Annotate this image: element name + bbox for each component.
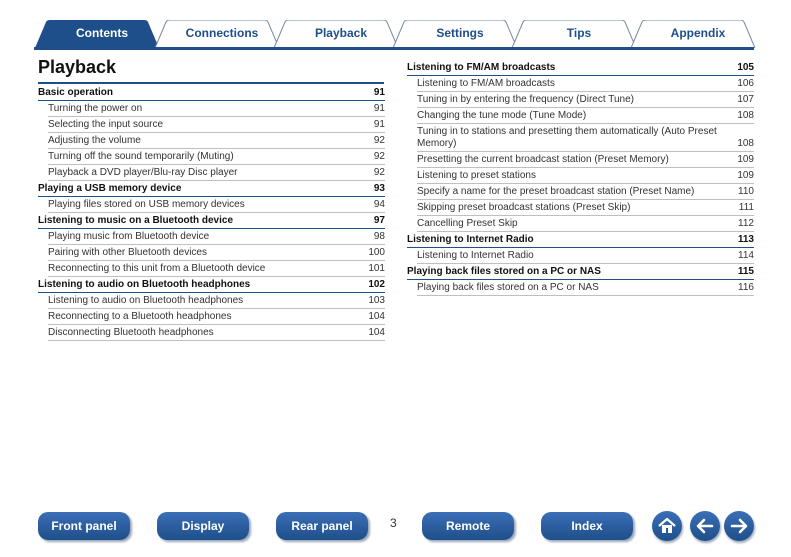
toc-page-number: 115 (737, 265, 754, 277)
tab-connections[interactable] (154, 20, 290, 48)
toc-entry-title: Tuning in to stations and presetting them automatically (Auto Preset Memory) (417, 125, 717, 149)
toc-entry-title: Basic operation (38, 86, 114, 98)
toc-section-heading[interactable] (407, 264, 754, 280)
tab-playback[interactable] (273, 20, 409, 48)
page-number: 3 (390, 516, 397, 530)
toc-page-number: 113 (737, 233, 754, 245)
tab-label: Settings (436, 26, 484, 40)
toc-section-heading[interactable] (38, 277, 385, 293)
toc-entry-title: Playing a USB memory device (38, 182, 182, 194)
toc-section-heading[interactable] (38, 213, 385, 229)
toc-entry-title: Listening to preset stations (417, 169, 536, 181)
toc-page-number: 92 (373, 150, 385, 162)
toc-page-number: 110 (738, 185, 754, 197)
tab-bar (34, 20, 754, 50)
toc-page-number: 92 (373, 134, 385, 146)
forward-button[interactable] (724, 511, 754, 541)
toc-entry-title: Listening to Internet Radio (417, 249, 534, 261)
toc-entry[interactable] (417, 216, 754, 232)
toc-entry[interactable] (48, 165, 385, 181)
toc-entry[interactable] (417, 200, 754, 216)
toc-section-heading[interactable] (38, 85, 385, 101)
toc-entry[interactable] (48, 229, 385, 245)
front-panel-button[interactable]: Front panel (38, 512, 130, 540)
toc-section-heading[interactable] (407, 60, 754, 76)
remote-button[interactable]: Remote (422, 512, 514, 540)
toc-entry[interactable] (417, 168, 754, 184)
toc-page-number: 108 (737, 109, 754, 121)
toc-page-number: 91 (373, 102, 385, 114)
rear-panel-button[interactable]: Rear panel (276, 512, 368, 540)
toc-entry-title: Changing the tune mode (Tune Mode) (417, 109, 587, 121)
toc-entry-title: Listening to audio on Bluetooth headphones (48, 294, 244, 306)
title-divider (38, 82, 384, 84)
tab-appendix[interactable] (630, 20, 766, 48)
toc-entry-title: Reconnecting to a Bluetooth headphones (48, 310, 232, 322)
home-icon (656, 515, 678, 537)
toc-entry[interactable] (48, 149, 385, 165)
toc-entry-title: Tuning in by entering the frequency (Direct Tune) (417, 93, 634, 105)
toc-page-number: 104 (368, 326, 385, 338)
toc-page-number: 114 (738, 249, 754, 261)
tab-underline (34, 47, 754, 50)
toc-entry[interactable] (417, 124, 754, 152)
toc-page-number: 108 (737, 137, 754, 149)
toc-entry-title: Playback a DVD player/Blu-ray Disc player (48, 166, 238, 178)
toc-page-number: 109 (737, 153, 754, 165)
toc-page-number: 91 (373, 118, 385, 130)
toc-page-number: 111 (738, 201, 754, 213)
toc-entry[interactable] (48, 261, 385, 277)
toc-page-number: 109 (737, 169, 754, 181)
toc-entry[interactable] (417, 280, 754, 296)
toc-page-number: 92 (373, 166, 385, 178)
toc-entry[interactable] (417, 92, 754, 108)
toc-page-number: 102 (368, 278, 385, 290)
toc-page-number: 101 (368, 262, 385, 274)
toc-page-number: 93 (373, 182, 385, 194)
back-arrow-icon (694, 515, 716, 537)
toc-page-number: 105 (737, 61, 754, 73)
toc-page-number: 116 (738, 281, 754, 293)
toc-entry-title: Disconnecting Bluetooth headphones (48, 326, 214, 338)
toc-page-number: 112 (738, 217, 754, 229)
toc-entry[interactable] (417, 184, 754, 200)
toc-left-column (38, 85, 385, 341)
toc-page-number: 97 (373, 214, 385, 226)
toc-entry-title: Adjusting the volume (48, 134, 141, 146)
toc-entry[interactable] (48, 245, 385, 261)
toc-entry-title: Listening to music on a Bluetooth device (38, 214, 234, 226)
toc-entry[interactable] (48, 197, 385, 213)
toc-section-heading[interactable] (407, 232, 754, 248)
toc-entry[interactable] (417, 248, 754, 264)
toc-entry-title: Turning off the sound temporarily (Muting) (48, 150, 234, 162)
toc-entry-title: Pairing with other Bluetooth devices (48, 246, 207, 258)
toc-entry[interactable] (48, 117, 385, 133)
tab-label: Tips (566, 26, 592, 40)
toc-page-number: 100 (368, 246, 385, 258)
toc-entry-title: Playing files stored on USB memory devices (48, 198, 245, 210)
toc-entry-title: Turning the power on (48, 102, 143, 114)
toc-page-number: 103 (368, 294, 385, 306)
toc-entry[interactable] (417, 152, 754, 168)
toc-entry-title: Presetting the current broadcast station (Preset Memory) (417, 153, 669, 165)
toc-entry[interactable] (48, 101, 385, 117)
forward-arrow-icon (728, 515, 750, 537)
toc-page-number: 107 (737, 93, 754, 105)
toc-entry-title: Listening to audio on Bluetooth headphones (38, 278, 251, 290)
back-button[interactable] (690, 511, 720, 541)
toc-entry-title: Playing back files stored on a PC or NAS (407, 265, 601, 277)
toc-page-number: 104 (368, 310, 385, 322)
toc-entry-title: Listening to Internet Radio (407, 233, 534, 245)
toc-entry-title: Listening to FM/AM broadcasts (417, 77, 555, 89)
toc-entry[interactable] (48, 293, 385, 309)
index-button[interactable]: Index (541, 512, 633, 540)
tab-contents[interactable] (34, 20, 170, 48)
toc-page-number: 94 (373, 198, 385, 210)
tab-label: Appendix (670, 26, 726, 40)
tab-settings[interactable] (392, 20, 528, 48)
toc-entry-title: Cancelling Preset Skip (417, 217, 518, 229)
tab-tips[interactable] (511, 20, 647, 48)
toc-entry[interactable] (48, 309, 385, 325)
toc-entry-title: Listening to FM/AM broadcasts (407, 61, 556, 73)
toc-entry-title: Playing music from Bluetooth device (48, 230, 210, 242)
toc-right-column (407, 60, 754, 296)
toc-page-number: 91 (373, 86, 385, 98)
toc-entry[interactable] (417, 76, 754, 92)
tab-label: Playback (314, 26, 368, 40)
page-title: Playback (38, 57, 117, 77)
toc-entry-title: Skipping preset broadcast stations (Preset Skip) (417, 201, 631, 213)
home-button[interactable] (652, 511, 682, 541)
toc-page-number: 106 (737, 77, 754, 89)
toc-section-heading[interactable] (38, 181, 385, 197)
toc-entry-title: Reconnecting to this unit from a Bluetooth device (48, 262, 266, 274)
tab-label: Contents (76, 26, 128, 40)
display-button[interactable]: Display (157, 512, 249, 540)
toc-entry-title: Specify a name for the preset broadcast station (Preset Name) (417, 185, 695, 197)
toc-entry[interactable] (48, 133, 385, 149)
toc-entry[interactable] (48, 325, 385, 341)
tab-label: Connections (185, 26, 259, 40)
toc-entry-title: Playing back files stored on a PC or NAS (417, 281, 599, 293)
toc-page-number: 98 (373, 230, 385, 242)
toc-entry[interactable] (417, 108, 754, 124)
toc-entry-title: Selecting the input source (48, 118, 164, 130)
